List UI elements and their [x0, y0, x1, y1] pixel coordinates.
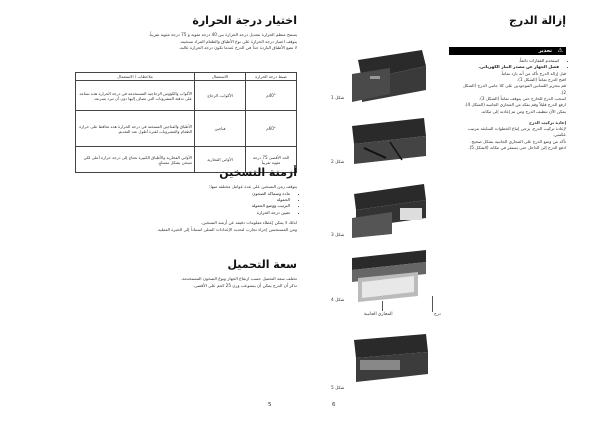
- figure-1: [350, 46, 428, 106]
- removal-step: ارفع الدرج قليلاً وقم بفكه من المجاري الجانبية (الشكل 4).: [464, 102, 566, 108]
- removal-step: افتح الدرج تماماً (الشكل 1).: [516, 77, 566, 83]
- figure-2-label: شكل 2: [331, 160, 345, 165]
- load-capacity-title: سعة التحميل: [227, 258, 297, 271]
- header-use: الاستعمال: [195, 73, 246, 81]
- intro-line: لا تضع الأطباق الباردة جداً في الدرج عندما تكون درجة الحرارة عالية.: [178, 45, 297, 51]
- removal-step: اسحب الدرج للخارج حتى يتوقف تماماً (الشكل 3).: [478, 96, 566, 101]
- reinsert-step: تأكد من وضع الدرج على المجاري الجانبية بشكل صحيح.: [470, 138, 566, 144]
- table-row: [76, 111, 297, 147]
- cell-notes: الأطباق والفناجين المسخنة في درجة الحرارة هذه تحافظ على حرارة الطعام والمشروبات لفترة أطول عند التقديم.: [76, 111, 195, 147]
- cell-use: الأكواب، الزجاج: [195, 81, 246, 111]
- cell-use: فناجين: [195, 111, 246, 147]
- drawer-lift-illustration: [346, 246, 430, 308]
- drawer-pull-illustration: [348, 178, 428, 240]
- table-row: [76, 81, 297, 111]
- warning-banner: [449, 47, 566, 55]
- cell-use: الأواني الفخارية: [195, 147, 246, 173]
- removal-step: يمكن الآن تنظيف الدرج ومن ثم إعادته إلى مكانه.: [480, 108, 566, 114]
- figure-4-label: شكل 4: [331, 298, 345, 303]
- cell-temp: 60°م: [246, 111, 297, 147]
- heating-factors-list: [73, 191, 297, 217]
- temperature-selection-title: اختيار درجة الحرارة: [192, 14, 297, 27]
- cell-temp: الحد الأقصى 75 درجة مئوية تقريباً: [246, 147, 297, 173]
- load-line: تذكر أن الدرج يمكن أن يستوعب وزن 25 كجم على الأقصى.: [192, 282, 297, 288]
- reinsert-step: ادفع الدرج إلى الداخل حتى يستقر في مكانه (الشكل 5).: [468, 145, 566, 151]
- temperature-table: [75, 72, 297, 173]
- load-line: تختلف سعة التحميل حسب ارتفاع الجهاز ونوع الصحون المستخدمة.: [180, 276, 297, 281]
- figure-5-label: شكل 5: [331, 386, 345, 391]
- drawer-leader-line: [432, 296, 433, 312]
- warning-bullet: • فصل الجهاز عن مصدر التيار الكهربائي.: [456, 64, 559, 70]
- drawer-removal-title: إزالة الدرج: [508, 14, 566, 27]
- warning-label: تحذير: [538, 48, 552, 54]
- figure-3-label: شكل 3: [331, 233, 345, 238]
- runners-annotation: المجاري الجانبية: [364, 312, 393, 317]
- warning-bullet: • استخدم القفازات دائماً.: [456, 58, 559, 64]
- figure-4: [346, 246, 430, 308]
- reinsert-step: لإعادة تركيب الدرج، يرجى إتباع الخطوات السابقة بترتيب عكسي.: [467, 126, 566, 138]
- figure-3: [348, 178, 428, 240]
- removal-step: قبل إزالة الدرج تأكد من أنه بارد تماماً.: [500, 70, 566, 76]
- drawer-annotation: درج: [434, 312, 441, 317]
- cell-notes: الأكواب والكؤوس الزجاجية المستخدمة في درجة الحرارة هذه تساعد على تدفئة المشروبات التي تضاف إليها دون أن تبرد بسرعة.: [76, 81, 195, 111]
- list-item: • تعيين درجة الحرارة: [73, 210, 290, 216]
- heating-intro: يتوقف زمن التسخين على عدة عوامل مختلفة منها:: [209, 184, 297, 189]
- header-temp: ضبط درجة الحرارة: [246, 73, 297, 81]
- cell-temp: 40°م: [246, 81, 297, 111]
- removal-step: قم بتحرير اللسانين الموجودين على كلا جانبي الدرج (الشكل 2).: [462, 83, 566, 95]
- intro-line: يتوقف اختيار درجة الحرارة على نوع الأطباق والطعام المراد تسخينه.: [179, 38, 297, 44]
- intro-line: يسمح منظم الحرارة بتعديل درجة الحرارة بين 40 درجة مئوية و 75 درجة مئوية تقريباً.: [148, 32, 297, 37]
- page-number-left: 5: [268, 402, 272, 408]
- drawer-release-illustration: [346, 114, 428, 170]
- heating-note: ومن المستحسن إجراء تجارب لتحديد الإعدادات المثلى استناداً إلى الخبرة العملية.: [156, 226, 297, 232]
- figure-2: [346, 114, 428, 170]
- temperature-intro: [73, 32, 297, 52]
- heating-times-title: أزمنة التسخين: [219, 166, 297, 179]
- runner-leader-line: [382, 301, 383, 311]
- heating-note: لذلك لا يمكن إعطاء معلومات دقيقة عن أزمنة التسخين.: [200, 220, 297, 226]
- warning-bullets: [456, 58, 566, 71]
- table-header-row: [76, 73, 297, 81]
- figure-5: [350, 330, 430, 390]
- drawer-insert-illustration: [350, 330, 430, 390]
- cell-notes: الأواني الفخارية والأطباق الكبيرة تحتاج إلى درجة حرارة أعلى لكي تسخن بشكل متساوٍ.: [76, 147, 195, 173]
- list-item: • الحمولة: [73, 197, 290, 203]
- page-number-right: 6: [332, 402, 336, 408]
- load-capacity-block: [73, 276, 297, 289]
- list-item: • الترتيب ووضع الحمولة: [73, 203, 290, 209]
- drawer-open-illustration: [350, 46, 428, 106]
- list-item: • مادة وسماكة الصحون: [73, 191, 290, 197]
- header-notes: ملاحظات / الاستعمال: [76, 73, 195, 81]
- removal-text-block: [456, 58, 566, 151]
- figure-1-label: شكل 1: [331, 96, 345, 101]
- reinsert-title: إعادة تركيب الدرج: [528, 119, 566, 125]
- heating-times-block: [73, 184, 297, 233]
- warning-icon: ⚠: [557, 47, 563, 54]
